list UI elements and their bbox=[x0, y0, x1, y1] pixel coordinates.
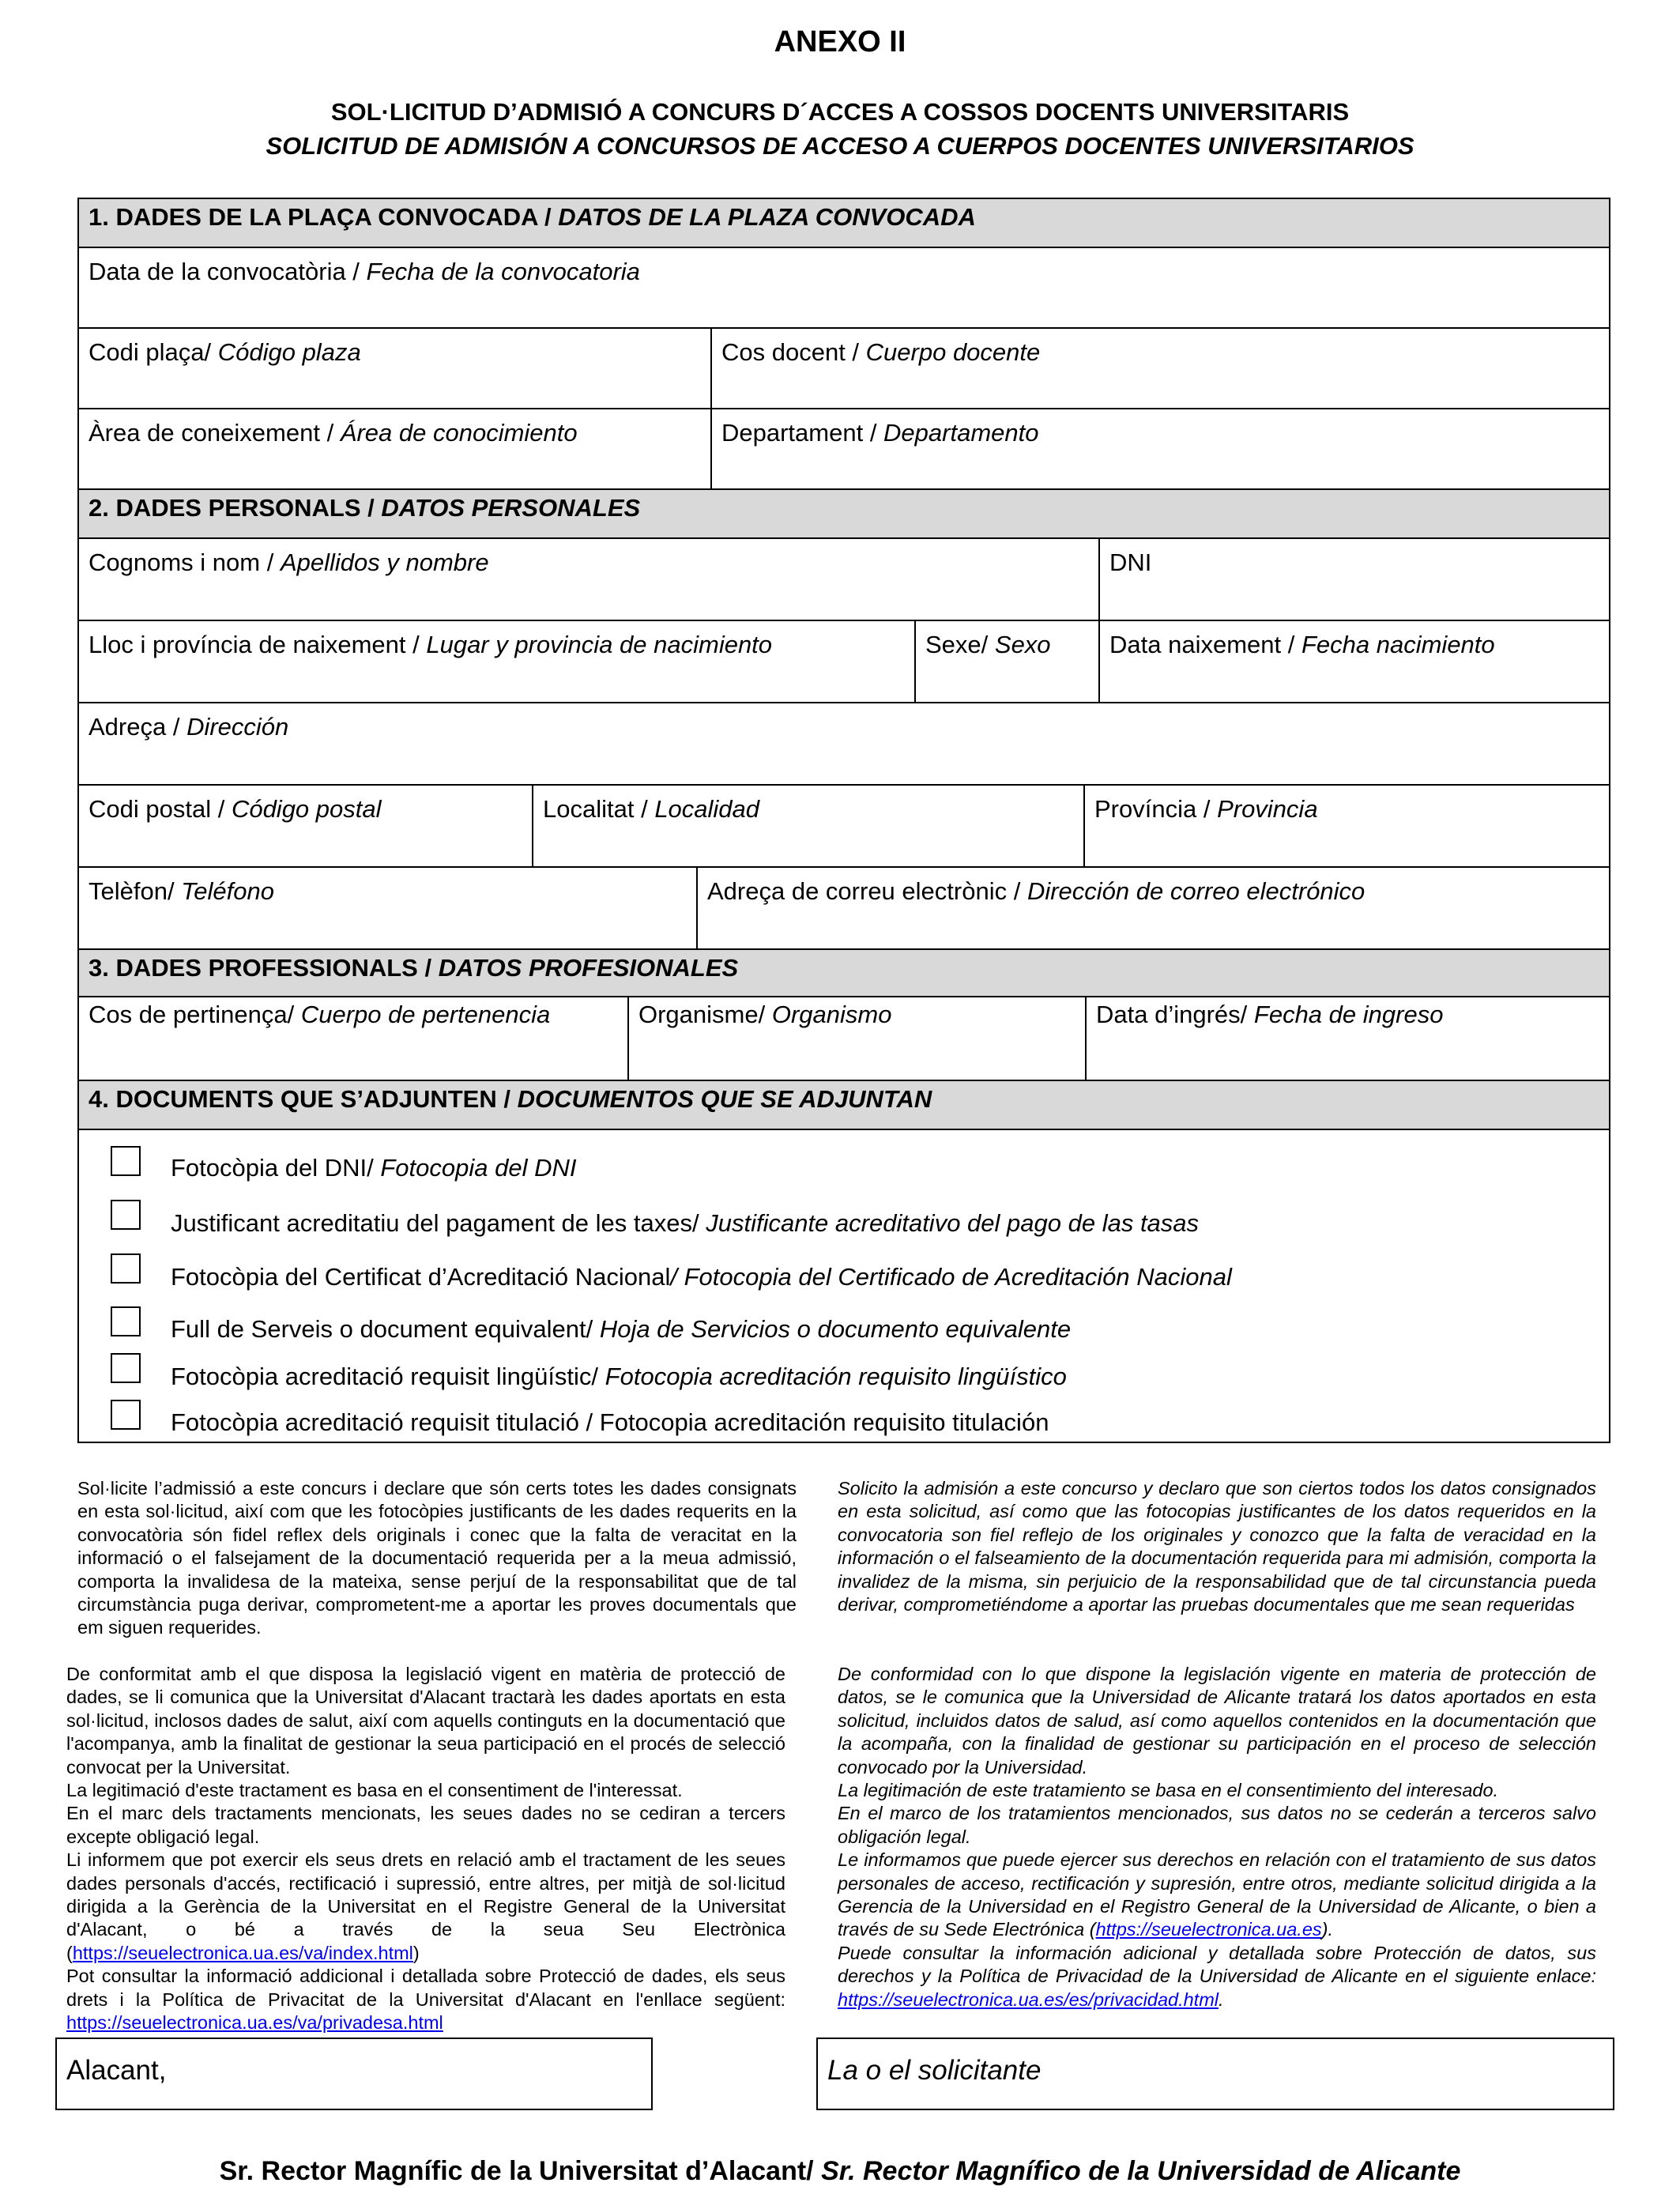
declaration-spanish: Solicito la admisión a este concurso y declaro que son ciertos todos los datos consignados en esta solicitud, así como que las fotocopias justificantes de los datos requeridos en la convocatoria son fiel reflejo de los originales y conozco que la falta de veracidad en la información o el falseamiento de la documentación requerida para mi admisión, comporta la invalidez de la misma, sin perjuicio de la responsabilidad que de tal circunstancia pueda derivar, comprometiéndome a aportar las pruebas documentales que me sean requeridas bbox=[838, 1478, 1596, 1615]
checkbox-requisito-titulacion[interactable] bbox=[111, 1400, 141, 1430]
doc-label-dni: Fotocòpia del DNI/ Fotocopia del DNI bbox=[171, 1154, 577, 1182]
field-apellidos-nombre[interactable]: Cognoms i nom / Apellidos y nombre bbox=[77, 537, 1100, 621]
checkbox-hoja-servicios[interactable] bbox=[111, 1306, 141, 1336]
checkbox-justificante-tasas[interactable] bbox=[111, 1200, 141, 1230]
field-departamento[interactable]: Departament / Departamento bbox=[710, 408, 1610, 490]
section-1-header: 1. DADES DE LA PLAÇA CONVOCADA / DATOS DE LA PLAZA CONVOCADA bbox=[77, 198, 1610, 248]
place-date-field[interactable]: Alacant, bbox=[55, 2038, 653, 2110]
field-cuerpo-docente[interactable]: Cos docent / Cuerpo docente bbox=[710, 327, 1610, 409]
field-telefono[interactable]: Telèfon/ Teléfono bbox=[77, 866, 698, 950]
subtitle-spanish: SOLICITUD DE ADMISIÓN A CONCURSOS DE ACCESO A CUERPOS DOCENTES UNIVERSITARIOS bbox=[266, 132, 1414, 160]
section-4-header: 4. DOCUMENTS QUE S’ADJUNTEN / DOCUMENTOS QUE SE ADJUNTAN bbox=[77, 1080, 1610, 1130]
doc-label-titulacion: Fotocòpia acreditació requisit titulació / Fotocopia acreditación requisito titulación bbox=[171, 1408, 1049, 1436]
field-direccion[interactable]: Adreça / Dirección bbox=[77, 702, 1610, 786]
field-area-conocimiento[interactable]: Àrea de coneixement / Área de conocimiento bbox=[77, 408, 712, 490]
doc-label-linguistico: Fotocòpia acreditació requisit lingüístic/ Fotocopia acreditación requisito lingüístico bbox=[171, 1363, 1067, 1390]
field-cuerpo-pertenencia[interactable]: Cos de pertinença/ Cuerpo de pertenencia bbox=[77, 996, 629, 1081]
privacy-spanish: De conformidad con lo que dispone la legislación vigente en materia de protección de datos, se le comunica que la Universidad de Alicante tratará los datos aportados en esta solicitud, incluidos datos de salud, así como aquellos contenidos en la documentación que la acompaña, con la finalidad de gestionar su participación en el proceso de selección convocado por la Universidad. La legitimación de este tratamiento se basa en el consentimiento del interesado. En el marco de los tratamientos mencionados, sus datos no se cederán a terceros salvo obligación legal. Le informamos que puede ejercer sus derechos en relación con el tratamiento de sus datos personales de acceso, rectificación y supresión, entre otros, mediante solicitud dirigida a la Gerencia de la Universidad en el Registro General de la Universidad de Alicante, o bien a través de su Sede Electrónica (https://seuelectronica.ua.es). Puede consultar la información adicional y detallada sobre Protección de datos, sus derechos y la Política de Privacidad de la Universidad de Alicante en el siguiente enlace: https://seuelectronica.ua.es/es/privacidad.html. bbox=[838, 1664, 1596, 2010]
field-codigo-postal[interactable]: Codi postal / Código postal bbox=[77, 784, 533, 868]
section-3-header: 3. DADES PROFESSIONALS / DATOS PROFESIONALES bbox=[77, 948, 1610, 997]
link-seu-electronica-va[interactable]: https://seuelectronica.ua.es/va/index.html bbox=[72, 1942, 413, 1963]
field-localidad[interactable]: Localitat / Localidad bbox=[532, 784, 1085, 868]
checkbox-fotocopia-dni[interactable] bbox=[111, 1146, 141, 1176]
link-sede-electronica-es[interactable]: https://seuelectronica.ua.es bbox=[1095, 1919, 1322, 1940]
checkbox-certificado-acreditacion[interactable] bbox=[111, 1253, 141, 1284]
subtitle-catalan: SOL·LICITUD D’ADMISIÓ A CONCURS D´ACCES A COSSOS DOCENTS UNIVERSITARIS bbox=[330, 98, 1350, 126]
field-fecha-convocatoria[interactable]: Data de la convocatòria / Fecha de la convocatoria bbox=[77, 247, 1610, 329]
link-privadesa-va[interactable]: https://seuelectronica.ua.es/va/privadesa.html bbox=[66, 2012, 443, 2034]
doc-label-acreditacion: Fotocòpia del Certificat d’Acreditació Nacional/ Fotocopia del Certificado de Acreditación Nacional bbox=[171, 1263, 1232, 1291]
field-dni[interactable]: DNI bbox=[1098, 537, 1610, 621]
link-privacidad-es[interactable]: https://seuelectronica.ua.es/es/privacidad.html bbox=[838, 1989, 1219, 2010]
field-lugar-nacimiento[interactable]: Lloc i província de naixement / Lugar y provincia de nacimiento bbox=[77, 620, 916, 703]
field-codigo-plaza[interactable]: Codi plaça/ Código plaza bbox=[77, 327, 712, 409]
field-organismo[interactable]: Organisme/ Organismo bbox=[627, 996, 1087, 1081]
footer-addressee: Sr. Rector Magnífic de la Universitat d’Alacant/ Sr. Rector Magnífico de la Universidad de Alicante bbox=[219, 2156, 1461, 2186]
field-sexo[interactable]: Sexe/ Sexo bbox=[914, 620, 1100, 703]
section-2-header: 2. DADES PERSONALS / DATOS PERSONALES bbox=[77, 488, 1610, 539]
document-title: ANEXO II bbox=[774, 25, 906, 58]
doc-label-hoja-servicios: Full de Serveis o document equivalent/ Hoja de Servicios o documento equivalente bbox=[171, 1315, 1072, 1343]
declaration-catalan: Sol·licite l’admissió a este concurs i declare que són certs totes les dades consignats en esta sol·licitud, així com que les fotocòpies justificants de les dades requerits en la convocatòria són fidel reflex dels originals i conec que la falta de veracitat en la informació o el falsejament de la documentació requerida per a la meua admissió, comporta la invalidesa de la mateixa, sense perjuí de la responsabilitat que de tal circumstància puga derivar, comprometent-me a aportar les proves documentals que em siguen requerides. bbox=[77, 1478, 797, 1638]
checkbox-requisito-linguistico[interactable] bbox=[111, 1353, 141, 1383]
applicant-signature-field[interactable]: La o el solicitante bbox=[816, 2038, 1614, 2110]
field-provincia[interactable]: Província / Provincia bbox=[1083, 784, 1610, 868]
field-fecha-ingreso[interactable]: Data d’ingrés/ Fecha de ingreso bbox=[1085, 996, 1610, 1081]
privacy-catalan: De conformitat amb el que disposa la legislació vigent en matèria de protecció de dades, se li comunica que la Universitat d'Alacant tractarà les dades aportats en esta sol·licitud, inclosos dades de salut, així com aquells continguts en la documentació que l'acompanya, amb la finalitat de gestionar la seua participació en el procés de selecció convocat per la Universitat. La legitimació d'este tractament es basa en el consentiment de l'interessat. En el marc dels tractaments mencionats, les seues dades no se cediran a tercers excepte obligació legal. Li informem que pot exercir els seus drets en relació amb el tractament de les seues dades personals d'accés, rectificació i supressió, entre altres, per mitjà de sol·licitud dirigida a la Gerència de la Universitat en el Registre General de la Universitat d'Alacant, o bé a través de la seua Seu Electrònica (https://seuelectronica.ua.es/va/index.html) Pot consultar la informació addicional i detallada sobre Protecció de dades, els seus drets i la Política de Privacitat de la Universitat d'Alacant en l'enllace següent: https://seuelectronica.ua.es/va/privadesa.html bbox=[66, 1664, 785, 2034]
doc-label-tasas: Justificant acreditatiu del pagament de les taxes/ Justificante acreditativo del pago de las tasas bbox=[171, 1209, 1200, 1237]
field-fecha-nacimiento[interactable]: Data naixement / Fecha nacimiento bbox=[1098, 620, 1610, 703]
field-correo-electronico[interactable]: Adreça de correu electrònic / Dirección de correo electrónico bbox=[696, 866, 1610, 950]
